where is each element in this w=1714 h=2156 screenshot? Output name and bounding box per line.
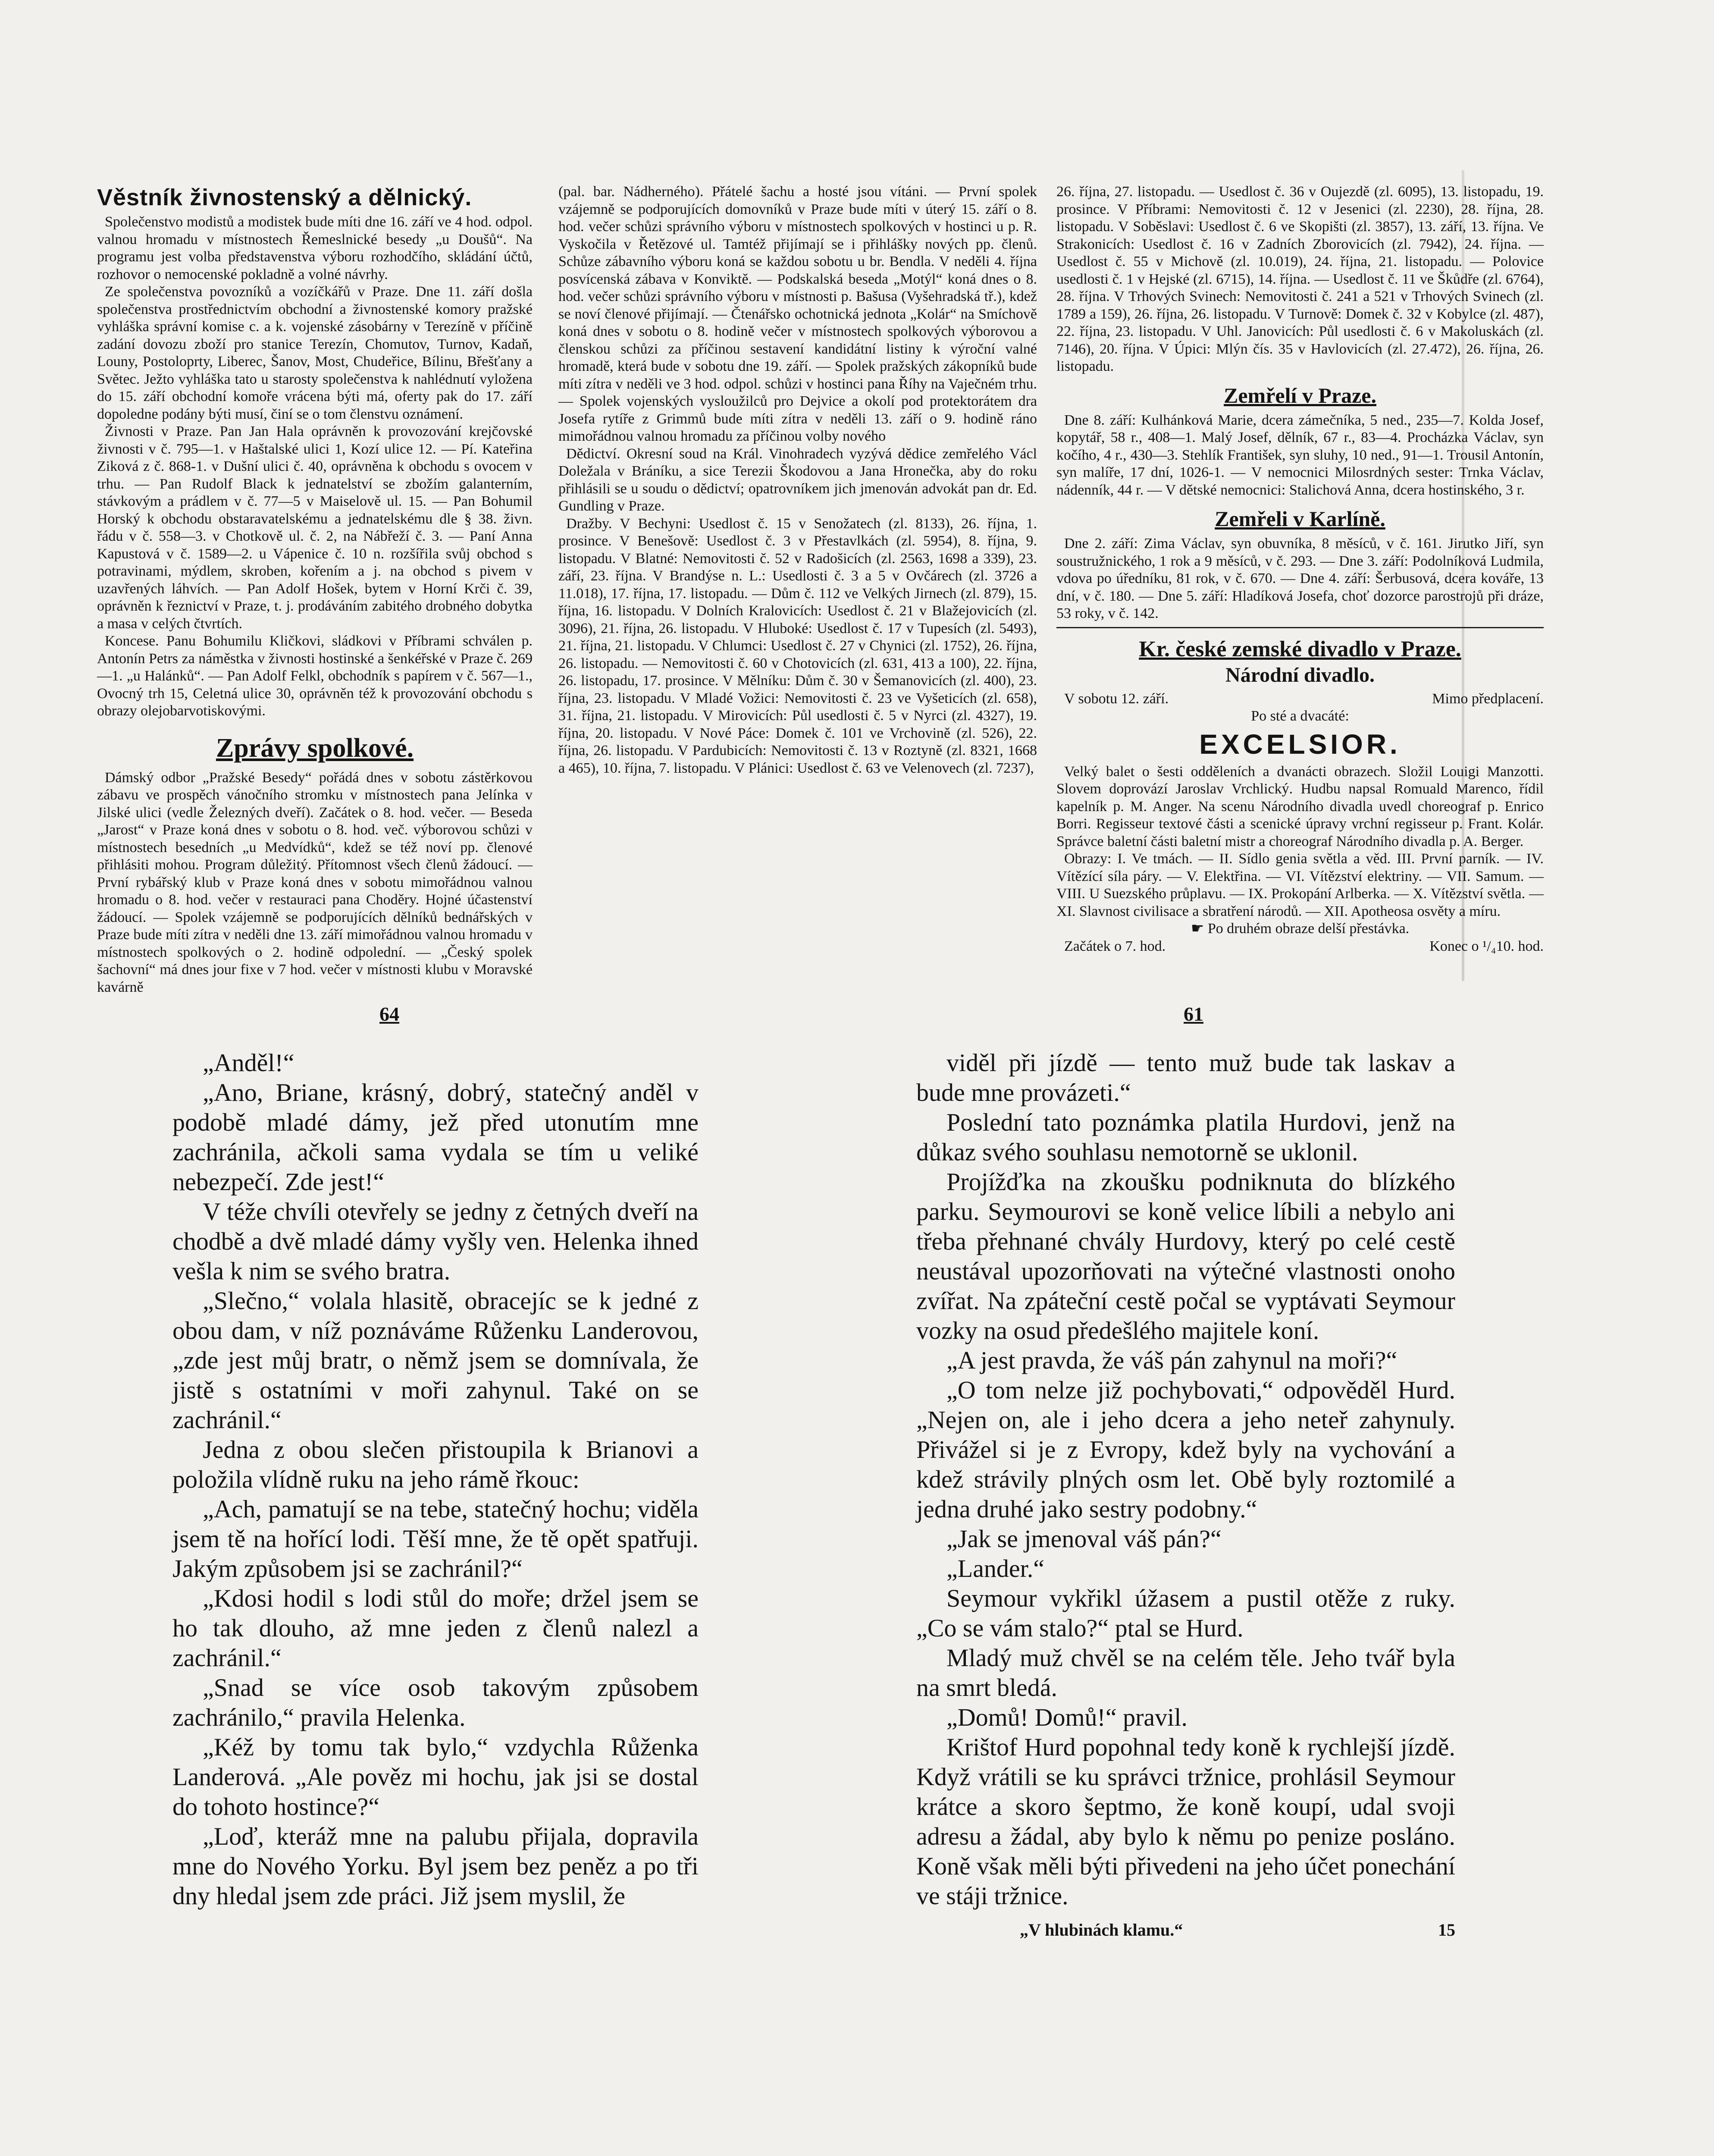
section-heading-clubs: Zprávy spolkové. [216, 733, 414, 763]
article-paragraph: Ze společenstva povozníků a vozíčkářů v Praze. Dne 11. září došla společenstva prostřednictvím obchodní a živnostenské komory pražské vyhláška správní komise c. a k. vojenské zásobárny v Terezíně v příčině zadání dovozu zboží pro stanice Terezín, Chomutov, Turnov, Kadaň, Louny, Postoloprty, Liberec, Šanov, Most, Chudeřice, Bílinu, Břešťany a Světec. Ježto vyhláška tato u starosty společenstva k nahlédnutí vyložena do 15. září obchodní komoře vrácena býti má, oferty pak do 17. září dopoledne podány býti musí, činí se o tom členstvu oznámení. [97, 284, 533, 422]
column-1 [97, 183, 533, 995]
article-paragraph: Dědictví. Okresní soud na Král. Vinohradech vyzývá dědice zemřelého Václ Doležala v Bráníku, a sice Terezii Škodovou a Jana Hronečka, aby do roku přihlásili se u soudu o dědictví; opatrovníkem jich jmenován advokát pan dr. Ed. Gundling v Praze. [558, 445, 1037, 514]
story-paragraph: Krištof Hurd popohnal tedy koně k rychlejší jízdě. Když vrátili se ku správci tržnice, prohlásil Seymour krátce a skoro šeptmo, že koně koupí, udal svoji adresu a žádal, aby bylo k němu po penize posláno. Koně však měli býti přivedeni na jeho účet ponechání ve stáji tržnice. [916, 1733, 1455, 1910]
theatre-subtitle: Národní divadlo. [1225, 663, 1375, 686]
story-paragraph: „Snad se více osob takovým způsobem zachránilo,“ pravila Helenka. [172, 1673, 699, 1731]
story-paragraph: Projížďka na zkoušku podniknuta do blízkého parku. Seymourovi se koně velice líbili a nebylo ani třeba přehnané chvály Hurdovy, který po celé cestě neustával upozorňovati na výtečné vlastnosti onoho zvířat. Na zpáteční cestě počal se vyptávati Seymour vozky na osud předešlého majitele koní. [916, 1168, 1455, 1344]
section-heading-deaths-prague: Zemřelí v Praze. [1224, 383, 1376, 407]
story-paragraph: „Slečno,“ volala hlasitě, obracejíc se k jedné z obou dam, v níž poznáváme Růženku Landerovou, „zde jest můj bratr, o němž jsem se domnívala, že jistě s ostatními v moři zahynul. Také on se zachránil.“ [172, 1287, 699, 1434]
theatre-title: Kr. české zemské divadlo v Praze. [1139, 636, 1461, 661]
story-paragraph: „Loď, kteráž mne na palubu přijala, dopravila mne do Nového Yorku. Byl jsem bez peněz a po tři dny hledal jsem zde práci. Již jsem myslil, že [172, 1822, 699, 1910]
story-paragraph: viděl při jízdě — tento muž bude tak laskav a bude mne provázeti.“ [916, 1049, 1455, 1106]
performance-date-row [1056, 690, 1544, 708]
story-paragraph: „Anděl!“ [203, 1049, 295, 1077]
story-paragraph: „Kéž by tomu tak bylo,“ vzdychla Růženka Landerová. „Ale pověz mi hochu, jak jsi se dostal do tohoto hostince?“ [172, 1733, 699, 1821]
play-title: EXCELSIOR. [1199, 728, 1401, 760]
article-paragraph: Obrazy: I. Ve tmách. — II. Sídlo genia světla a věd. III. První parník. — IV. Vítězící síla páry. — V. Elektřina. — VI. Vítězství elektriny. — VII. Samum. — VIII. U Suezského průplavu. — IX. Prokopání Arlberka. — X. Vítězství světla. — XI. Slavnost civilisace a sbratření národů. — XII. Apotheosa osvěty a míru. [1056, 851, 1544, 919]
story-paragraph: „A jest pravda, že váš pán zahynul na moři?“ [946, 1346, 1398, 1374]
article-paragraph: Dne 8. září: Kulhánková Marie, dcera zámečníka, 5 ned., 235—7. Kolda Josef, kopytář, 58 r., 408—1. Malý Josef, dělník, 67 r., 83—4. Procházka Václav, syn kočího, 4 r., 430—3. Stehlík František, syn sluhy, 10 ned., 91—1. Trousil Antonín, syn malíře, 17 dní, 1026-1. — V nemocnici Milosrdných sester: Trnka Václav, nádenník, 44 r. — V dětské nemocnici: Stalichová Anna, dcera hostinského, 3 r. [1056, 412, 1544, 498]
story-paragraph: Jedna z obou slečen přistoupila k Brianovi a položila vlídně ruku na jeho rámě řkouc: [172, 1435, 699, 1493]
story-footer-title: „V hlubinách klamu.“ [1020, 1920, 1183, 1940]
section-heading-deaths-karlin: Zemřeli v Karlíně. [1215, 507, 1385, 531]
column-2 [558, 183, 1037, 977]
article-paragraph: Koncese. Panu Bohumilu Kličkovi, sládkovi v Příbrami schválen p. Antonín Petrs za náměstka v živnosti hostinské a šenkéřské v Praze č. 269—1. „u Halánků“. — Pan Adolf Felkl, obchodník s papírem v č. 567—1., Ovocný trh 15, Celetná ulice 30, oprávněn též k provozování obchodu s obrazy olejobarvotiskovými. [97, 633, 533, 719]
article-paragraph: Živnosti v Praze. Pan Jan Hala oprávněn k provozování krejčovské živnosti v č. 795—1. v Haštalské ulici 1, Kozí ulice 12. — Pí. Kateřina Ziková z č. 868-1. v Dušní ulici č. 40, oprávněna k obchodu s ovocem v trhu. — Pan Rudolf Black k jednatelství se zbožím galanterním, stávkovým a prádlem v č. 77—5 v Maiselově ul. 15. — Pan Bohumil Horský k obchodu obstaravatelskému a jednatelskému dle § 38. živn. řádu v č. 558—3. v Chotkově ul. č. 2, na Nábřeží č. 3. — Paní Anna Kapustová v č. 1589—2. u Vápenice č. 10 n. rozšířila svůj obchod s potravinami, mýdlem, skroben, kořením a j. na obchod s pivem v uzavřených láhvích. — Pan Adolf Hošek, bytem v Horní Krči č. 39, oprávněn k řeznictví v Praze, t. j. prodáváním zabitého drobného dobytka a masa v celých čtvrtích. [97, 423, 533, 632]
performance-count: Po sté a dvacáté: [1251, 708, 1349, 724]
story-paragraph: „O tom nelze již pochybovati,“ odpověděl Hurd. „Nejen on, ale i jeho dcera a jeho neteř zahynuly. Přivážel si je z Evropy, kdež byly na vychování a kdež strávily plných osm let. Obě byly roztomilé a jedna druhé jako sestry podobny.“ [916, 1376, 1455, 1523]
story-paragraph: Mladý muž chvěl se na celém těle. Jeho tvář byla na smrt bledá. [916, 1644, 1455, 1702]
column-3 [1056, 183, 1544, 977]
section-heading-trade: Věstník živnostenský a dělnický. [97, 185, 472, 210]
story-paragraph: „Kdosi hodil s lodi stůl do moře; držel jsem se ho tak dlouho, až mne jeden z členů nalezl a zachránil.“ [172, 1584, 699, 1672]
article-paragraph: Dámský odbor „Pražské Besedy“ pořádá dnes v sobotu zástěrkovou zábavu ve prospěch vánočního stromku v místnostech pana Jelínka v Jilské ulici (vedle Železných dveří). Začátek o 8. hod. večer. — Beseda „Jarost“ v Praze koná dnes v sobotu o 8. hod. več. výborovou schůzi v místnostech besedních „u Medvídků“, kdež se též noví pp. členové přihlásiti mohou. Program důležitý. Přítomnost všech členů žádoucí. — První rybářský klub v Praze koná dnes v sobotu mimořádnou valnou hromadu o 8. hod. večer v restauraci pana Choděry. Hojné účastenství žádoucí. — Spolek vzájemně se podporujících dělníků bednářských v Praze bude míti zítra v neděli dne 13. září mimořádnou valnou hromadu v místnostech spolkových o 2. hodině odpolední. — „Český spolek šachovní“ má dnes jour fixe v 7 hod. večer v místnosti klubu v Moravské kavárně [97, 769, 533, 995]
story-paragraph: Poslední tato poznámka platila Hurdovi, jenž na důkaz svého souhlasu nemotorně se uklonil. [916, 1108, 1455, 1166]
article-paragraph: Dne 2. září: Zima Václav, syn obuvníka, 8 měsíců, v č. 161. Jirutko Jiří, syn soustružnického, 1 rok a 9 měsíců, v č. 293. — Dne 3. září: Podolníková Ludmila, vdova po úředníku, 81 rok, v č. 670. — Dne 4. září: Šerbusová, dcera kováře, 13 dní, v č. 180. — Dne 5. září: Hladíková Josefa, choť dozorce parostrojů při dráze, 53 roky, v č. 142. [1056, 536, 1544, 621]
story-footer [916, 1915, 1455, 1945]
page-number-right: 61 [1184, 1003, 1203, 1025]
pointing-hand-icon: ☛ [1191, 921, 1208, 937]
story-paragraph: „Lander.“ [946, 1554, 1045, 1583]
intermission-note: ☛ Po druhém obraze delší přestávka. [1191, 921, 1410, 937]
story-column-right [916, 1048, 1455, 2156]
divider [1056, 627, 1544, 628]
performance-date: V sobotu 12. září. [1064, 690, 1169, 707]
page-number-left: 64 [379, 1003, 399, 1025]
subscription-note: Mimo předplacení. [1432, 690, 1544, 707]
article-paragraph: Velký balet o šesti odděleních a dvanácti obrazech. Složil Louigi Manzotti. Slovem doprovází Jaroslav Vrchlický. Hudbu napsal Romuald Marenco, řídil kapelník p. M. Anger. Na scenu Národního divadla uvedl choreograf p. Enrico Borri. Regisseur textové části a scenické úpravy vrchní regisseur p. Frant. Kolár. Správce baletní části baletní mistr a choreograf Národního divadla p. A. Berger. [1056, 763, 1544, 849]
story-paragraph: „Domů! Domů!“ pravil. [946, 1703, 1188, 1731]
story-paragraph: V téže chvíli otevřely se jedny z četných dveří na chodbě a dvě mladé dámy vyšly ven. Helenka ihned vešla k nim se svého bratra. [172, 1197, 699, 1285]
story-column-left [172, 1048, 699, 2156]
start-time: Začátek o 7. hod. [1064, 938, 1166, 954]
article-paragraph: 26. října, 27. listopadu. — Usedlost č. 36 v Oujezdě (zl. 6095), 13. listopadu, 19. prosince. V Příbrami: Nemovitosti č. 12 v Jesenici (zl. 2230), 28. října, 28. listopadu. V Soběslavi: Usedlost č. 6 ve Skopišti (zl. 3857), 13. září, 13. října. Ve Strakonicích: Usedlost č. 16 v Zadních Zborovicích (zl. 7942), 24. října. — Usedlost č. 55 v Michově (zl. 10.019), 24. října, 21. listopadu. — Polovice usedlosti č. 1 v Hejské (zl. 6715), 14. října. — Usedlost č. 11 ve Škůdře (zl. 6764), 28. října. V Trhových Svinech: Nemovitosti č. 241 a 521 v Trhových Svinech (zl. 1789 a 159), 26. října, 26. listopadu. V Turnově: Domek č. 32 v Kobylce (zl. 487), 22. října, 23. listopadu. V Uhl. Janovicích: Půl usedlosti č. 6 v Makoluskách (zl. 7146), 20. října. V Úpici: Mlýn čís. 35 v Havlovicích (zl. 27.472), 26. října, 26. listopadu. [1056, 184, 1544, 374]
story-paragraph: „Ach, pamatují se na tebe, statečný hochu; viděla jsem tě na hořící lodi. Těší mne, že tě opět spatřuji. Jakým způsobem jsi se zachránil?“ [172, 1495, 699, 1583]
story-paragraph: „Jak se jmenoval váš pán?“ [946, 1525, 1222, 1553]
start-end-row [1056, 938, 1544, 956]
article-paragraph: (pal. bar. Nádherného). Přátelé šachu a hosté jsou vítáni. — První spolek vzájemně se podporujících domovníků v Praze bude míti v úterý 15. září o 8. hod. večer schůzi správního výboru v místnostech spolkových v hostinci u p. R. Vyskočila v Řetězové ul. Tamtéž přijímají se i přihlášky nových pp. členů. Schůze zábavního výboru koná se každou sobotu u br. Bendla. V neděli 4. října posvícenská zábava v Konviktě. — Podskalská beseda „Motýl“ koná dnes o 8. hod. večer schůzi správního výboru v místnosti p. Bašusa (Vyšehradská tř.), kdež se noví členové přijímají. — Čtenářsko ochotnická jednota „Kolár“ na Smíchově koná dnes v sobotu o 8. hodině večer v místnostech spolkových výborovou a členskou schůzi za příčinou sestavení kandidátní listiny k výroční valné hromadě, která bude v sobotu dne 19. září. — Spolek pražských zákopníků bude míti zítra v neděli ve 3 hod. odpol. schůzi v hostinci pana Říhy na Vaječném trhu. — Spolek vojenských vysloužilců pro Dejvice a okolí pod protektorátem dra Josefa rytíře z Grimmů bude míti zítra v neděli 13. září o 9. hodině ráno mimořádnou valnou hromadu za příčinou volby nového [558, 184, 1037, 444]
article-paragraph: Společenstvo modistů a modistek bude míti dne 16. září ve 4 hod. odpol. valnou hromadu v místnostech Řemeslnické besedy „u Doušů“. Na programu jest volba představenstva výboru rozhodčího, skládání účtů, rozhovor o nemocenské pokladně a volné návrhy. [97, 214, 533, 282]
end-time: Konec o ¹/₄10. hod. [1429, 938, 1544, 954]
story-paragraph: Seymour vykřikl úžasem a pustil otěže z ruky. „Co se vám stalo?“ ptal se Hurd. [916, 1584, 1455, 1642]
article-paragraph: Dražby. V Bechyni: Usedlost č. 15 v Senožatech (zl. 8133), 26. října, 1. prosince. V Benešově: Usedlost č. 3 v Přestavlkách (zl. 5954), 8. října, 9. listopadu. V Blatné: Nemovitosti č. 52 v Radošicích (zl. 2563, 1698 a 339), 23. září, 23. října. V Brandýse n. L.: Usedlosti č. 3 a 5 v Ovčárech (zl. 3726 a 11.018), 17. října, 17. listopadu. — Dům č. 112 ve Velkých Jirnech (zl. 879), 15. října, 16. listopadu. V Dolních Kralovicích: Usedlost č. 21 v Blažejovicích (zl. 3096), 21. října, 26. listopadu. V Hluboké: Usedlost č. 17 v Tupesích (zl. 5493), 21. října, 21. listopadu. V Chlumci: Usedlost č. 27 v Chynici (zl. 1752), 26. října, 26. listopadu. — Nemovitosti č. 60 v Chotovicích (zl. 631, 413 a 100), 22. října, 26. listopadu, 17. prosince. V Mělníku: Dům č. 30 v Šemanovicích (zl. 400), 23. října, 23. listopadu. V Mladé Vožici: Nemovitosti č. 23 ve Vyšeticích (zl. 658), 31. října, 21. listopadu. V Mirovicích: Půl usedlosti č. 5 v Nyrci (zl. 4327), 19. října, 20. listopadu. V Nové Páce: Domek č. 101 ve Vrchovině (zl. 526), 22. října, 26. listopadu. V Pardubicích: Nemovitosti č. 13 v Roztyně (zl. 8321, 1668 a 465), 10. října, 7. listopadu. V Plánici: Usedlost č. 63 ve Velenovech (zl. 7237), [558, 515, 1037, 776]
story-paragraph: „Ano, Briane, krásný, dobrý, statečný anděl v podobě mladé dámy, jež před utonutím mne zachránila, ačkoli sama vydala se tím u veliké nebezpečí. Zde jest!“ [172, 1078, 699, 1196]
story-footer-number: 15 [1438, 1920, 1455, 1940]
